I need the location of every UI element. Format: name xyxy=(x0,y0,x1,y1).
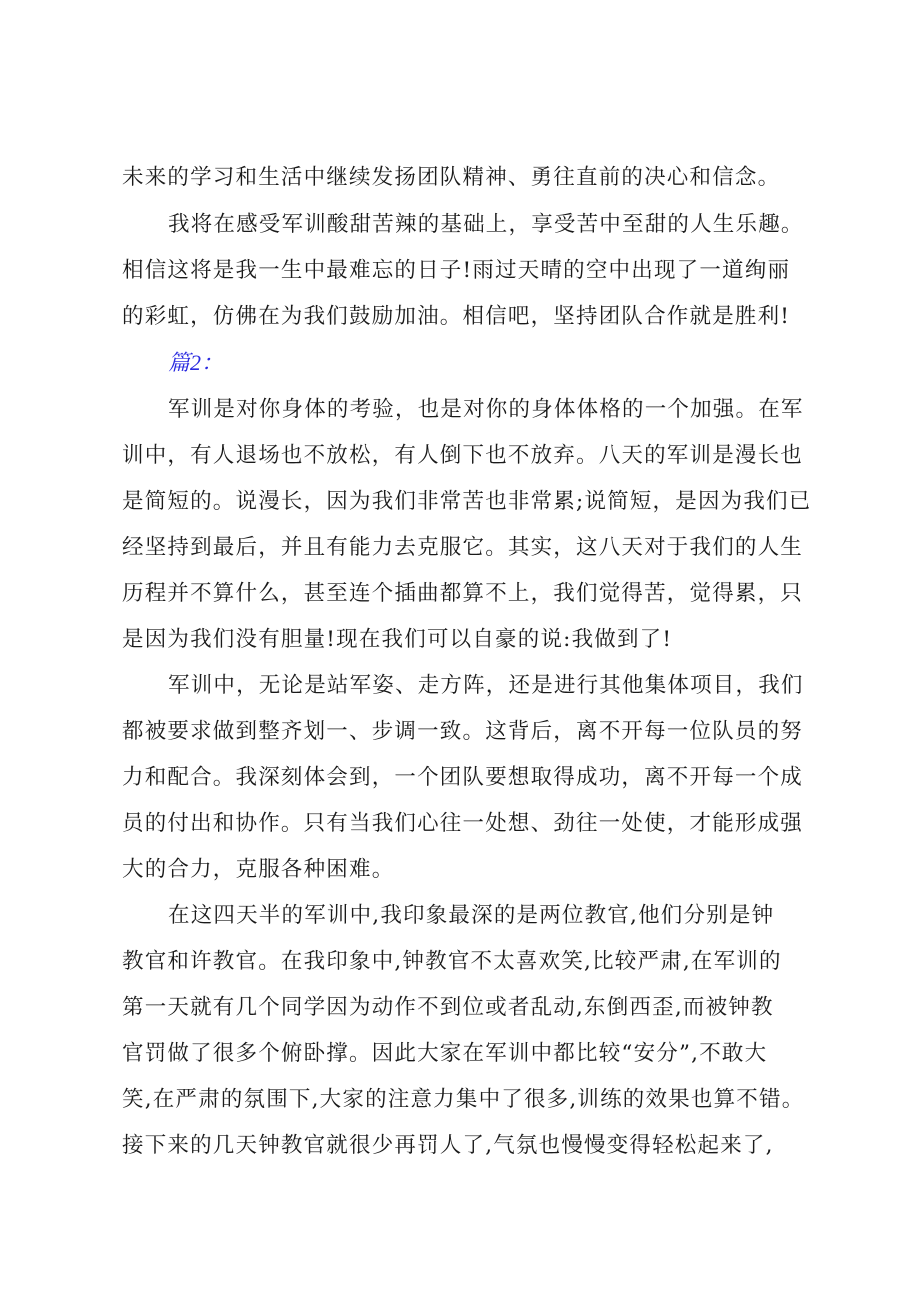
text-line: 经坚持到最后，并且有能力去克服它。其实，这八天对于我们的人生 xyxy=(122,535,804,560)
text-line: 是简短的。说漫长，因为我们非常苦也非常累;说简短，是因为我们已 xyxy=(122,489,812,514)
text-line: 军训是对你身体的考验，也是对你的身体体格的一个加强。在军 xyxy=(168,397,804,422)
text-line: 是因为我们没有胆量!现在我们可以自豪的说:我做到了! xyxy=(122,627,673,652)
text-line: 员的付出和协作。只有当我们心往一处想、劲往一处使，才能形成强 xyxy=(122,811,804,836)
text-line: 未来的学习和生活中继续发扬团队精神、勇往直前的决心和信念。 xyxy=(122,165,781,190)
text-line: 第一天就有几个同学因为动作不到位或者乱动,东倒西歪,而被钟教 xyxy=(122,995,774,1020)
text-line: 大的合力，克服各种困难。 xyxy=(122,857,395,882)
section-heading: 篇2： xyxy=(168,350,224,375)
text-line: 在这四天半的军训中,我印象最深的是两位教官,他们分别是钟 xyxy=(168,903,775,928)
text-line: 教官和许教官。在我印象中,钟教官不太喜欢笑,比较严肃,在军训的 xyxy=(122,949,782,974)
text-line: 我将在感受军训酸甜苦辣的基础上，享受苦中至甜的人生乐趣。 xyxy=(168,212,804,237)
text-line: 都被要求做到整齐划一、步调一致。这背后，离不开每一位队员的努 xyxy=(122,719,804,744)
text-line: 历程并不算什么，甚至连个插曲都算不上，我们觉得苦，觉得累，只 xyxy=(122,581,804,606)
text-line: 官罚做了很多个俯卧撑。因此大家在军训中都比较“安分”,不敢大 xyxy=(122,1041,768,1066)
text-line: 训中，有人退场也不放松，有人倒下也不放弃。八天的军训是漫长也 xyxy=(122,443,804,468)
text-line: 的彩虹，仿佛在为我们鼓励加油。相信吧，坚持团队合作就是胜利! xyxy=(122,304,791,329)
text-line: 相信这将是我一生中最难忘的日子!雨过天晴的空中出现了一道绚丽 xyxy=(122,258,791,283)
text-line: 军训中，无论是站军姿、走方阵，还是进行其他集体项目，我们 xyxy=(168,673,804,698)
text-line: 力和配合。我深刻体会到，一个团队要想取得成功，离不开每一个成 xyxy=(122,765,804,790)
text-line: 笑,在严肃的氛围下,大家的注意力集中了很多,训练的效果也算不错。 xyxy=(122,1087,805,1112)
text-line: 接下来的几天钟教官就很少再罚人了,气氛也慢慢变得轻松起来了, xyxy=(122,1133,774,1158)
